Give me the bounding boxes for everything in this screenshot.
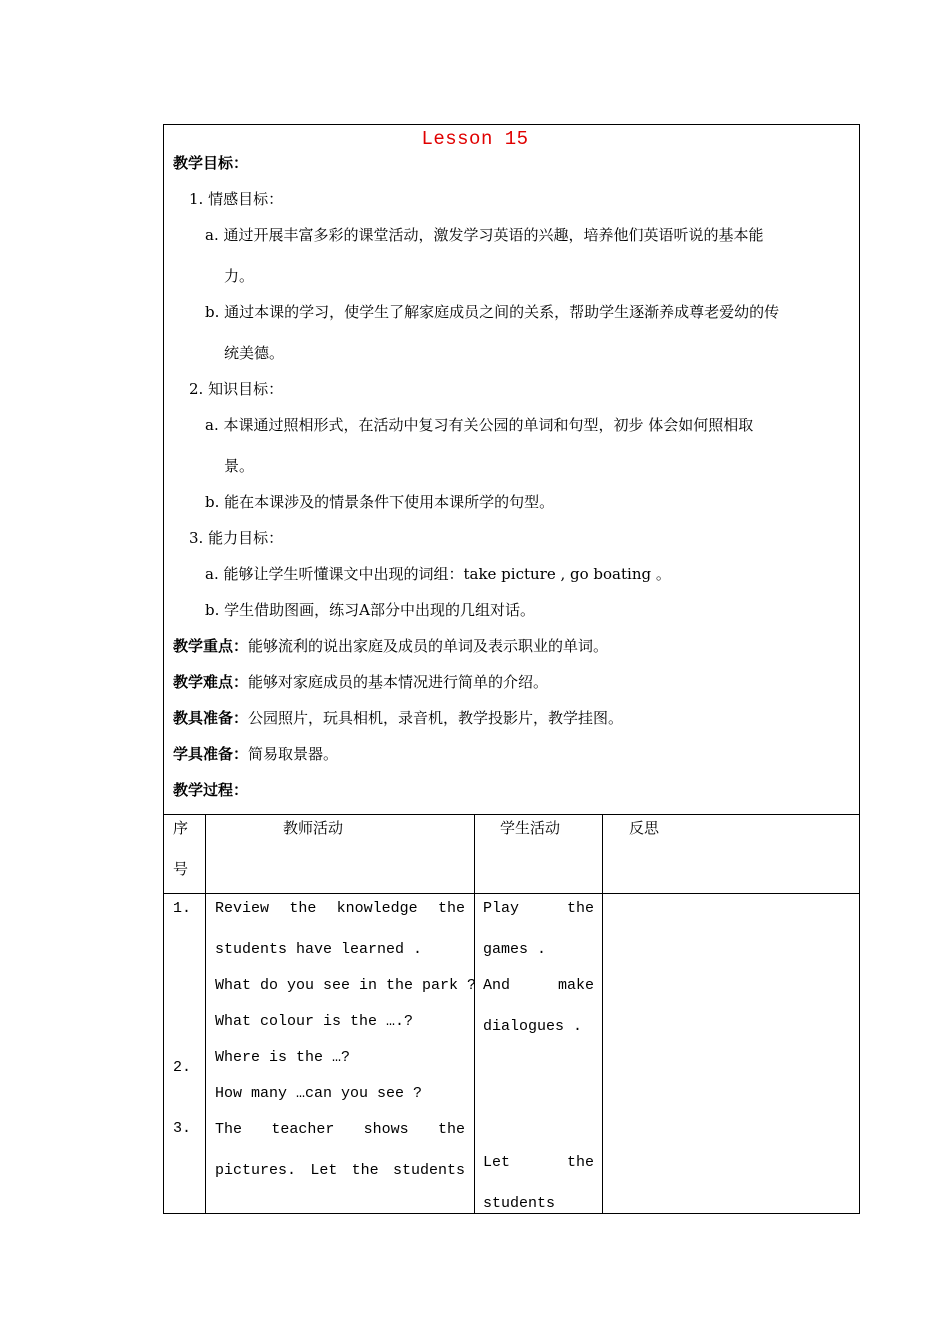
table-col-divider-1 [205,814,206,1214]
step-number-2: 2. [173,1059,192,1076]
table-col-divider-3 [602,814,603,1214]
word: teacher [271,1121,335,1138]
step-number-3: 3. [173,1120,192,1137]
student-prep-label: 学具准备： [173,745,249,763]
teacher-prep-row [173,708,623,728]
student-line-4: dialogues . [483,1018,583,1035]
word: the [566,900,594,917]
teacher-line-1 [215,899,465,919]
goal2-label: 2. 知识目标： [189,380,284,398]
teacher-line-2: students have learned . [215,941,423,958]
table-header-divider [163,893,860,894]
student-prep-text: 简易取景器。 [248,745,339,763]
student-line-3 [483,976,594,996]
difficulty-label: 教学难点： [173,673,249,691]
goal3-label: 3. 能力目标： [189,529,284,547]
header-student-activity: 学生活动 [500,819,561,837]
word: the [437,1121,465,1138]
teacher-line-4: What colour is the ….? [215,1013,414,1030]
word: the [289,900,317,917]
teacher-line-6: How many …can you see ? [215,1085,423,1102]
goal1-a-line1: a. 通过开展丰富多彩的课堂活动，激发学习英语的兴趣，培养他们英语听说的基本能 [205,226,764,244]
word: the [437,900,465,917]
header-teacher-activity: 教师活动 [283,819,344,837]
word: students [392,1162,465,1179]
table-col-divider-2 [474,814,475,1214]
goal2-a-line2: 景。 [224,457,255,475]
student-prep-row [173,744,338,764]
word: The [215,1121,243,1138]
goal1-b-line2: 统美德。 [224,344,285,362]
student-line-1 [483,899,594,919]
teacher-prep-label: 教具准备： [173,709,249,727]
word: pictures. [215,1162,297,1179]
header-reflection: 反思 [629,819,660,837]
teacher-line-3: What do you see in the park ? [215,977,477,994]
header-no-line1: 序 [173,819,189,837]
teacher-line-7 [215,1120,465,1140]
key-point-label: 教学重点： [173,637,249,655]
word: knowledge [336,900,418,917]
teacher-line-8 [215,1161,465,1181]
goal1-b-line1: b. 通过本课的学习，使学生了解家庭成员之间的关系，帮助学生逐渐养成尊老爱幼的传 [205,303,780,321]
difficulty-row [173,672,548,692]
step-number-1: 1. [173,900,192,917]
key-point-text: 能够流利的说出家庭及成员的单词及表示职业的单词。 [248,637,609,655]
word: And [483,977,511,994]
goals-heading: 教学目标： [173,154,249,172]
word: Let [310,1162,338,1179]
document-title: Lesson 15 [421,128,529,150]
student-line-6: students [483,1195,556,1212]
goal1-a-line2: 力。 [224,267,255,285]
goal3-a-line1: a. 能够让学生听懂课文中出现的词组：take picture , go boating 。 [205,565,671,583]
goal2-b-line1: b. 能在本课涉及的情景条件下使用本课所学的句型。 [205,493,555,511]
word: Let [483,1154,511,1171]
word: Play [483,900,520,917]
word: the [566,1154,594,1171]
word: make [557,977,594,994]
goal1-label: 1. 情感目标： [189,190,284,208]
word: Review [215,900,270,917]
teacher-prep-text: 公园照片，玩具相机，录音机，教学投影片，教学挂图。 [248,709,624,727]
goal2-a-line1: a. 本课通过照相形式，在活动中复习有关公园的单词和句型，初步 体会如何照相取 [205,416,754,434]
teacher-line-5: Where is the …? [215,1049,351,1066]
goal3-b-line1: b. 学生借助图画，练习A部分中出现的几组对话。 [205,601,535,619]
word: shows [363,1121,409,1138]
student-line-2: games . [483,941,547,958]
process-heading: 教学过程： [173,781,249,799]
word: the [351,1162,379,1179]
header-no-line2: 号 [173,860,189,878]
table-top-border [163,814,860,815]
difficulty-text: 能够对家庭成员的基本情况进行简单的介绍。 [248,673,549,691]
student-line-5 [483,1153,594,1173]
key-point-row [173,636,608,656]
